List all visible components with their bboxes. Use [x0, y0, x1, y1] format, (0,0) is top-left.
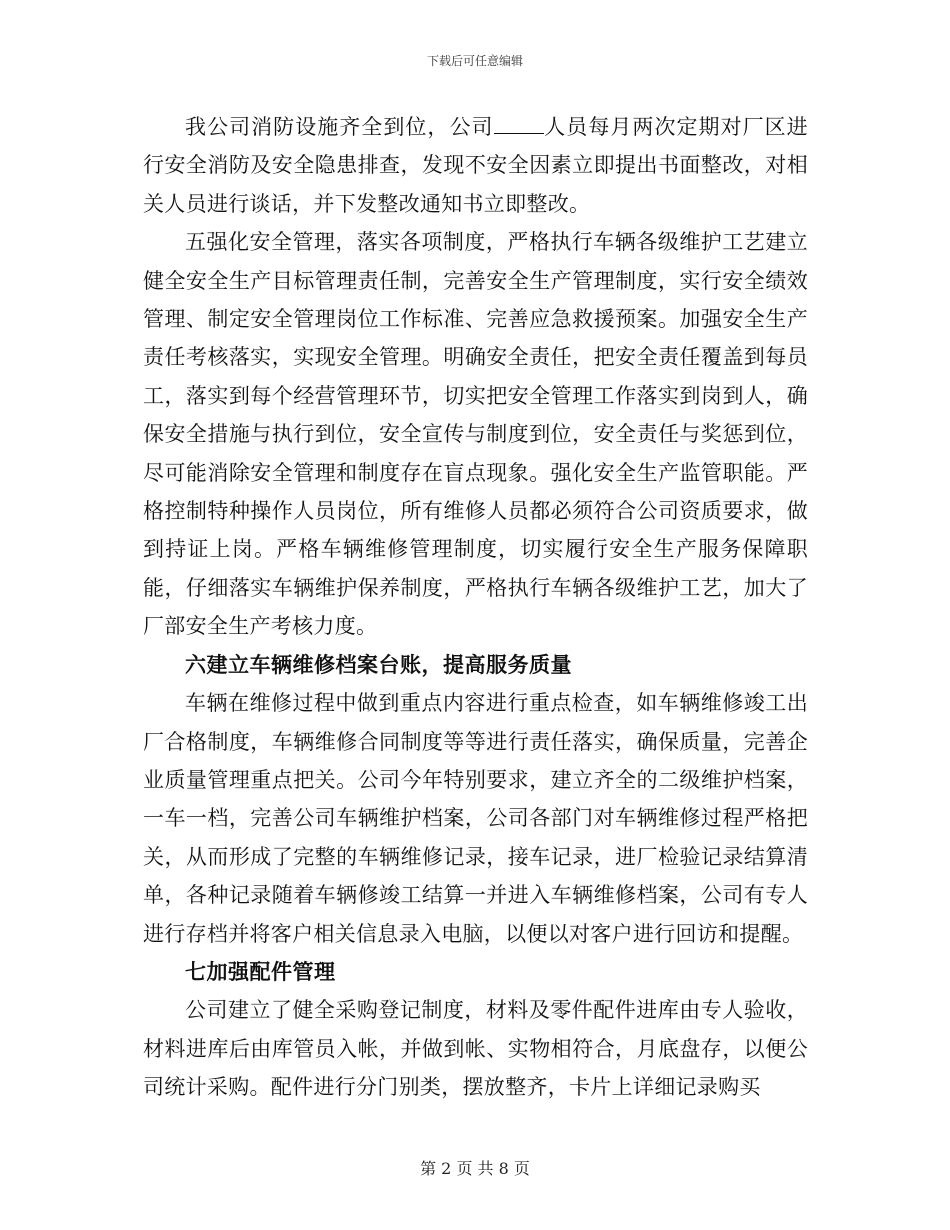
paragraph-text: 人员每月两次定期对厂区进行安全消防及安全隐患排查，发现不安全因素立即提出书面整改，对相关人员进行谈话，并下发整改通知书立即整改。	[143, 115, 808, 216]
paragraph-text: 我公司消防设施齐全到位，公司	[185, 115, 494, 139]
section-heading-six: 六建立车辆维修档案台账，提高服务质量	[185, 651, 572, 677]
section-heading-seven: 七加强配件管理	[185, 958, 336, 984]
document-body	[143, 108, 808, 1107]
paragraph-safety-management: 五强化安全管理，落实各项制度，严格执行车辆各级维护工艺建立健全安全生产目标管理责任制，完善安全生产管理制度，实行安全绩效管理、制定安全管理岗位工作标准、完善应急救援预案。加强安全生产责任考核落实，实现安全管理。明确安全责任，把安全责任覆盖到每员工，落实到每个经营管理环节，切实把安全管理工作落实到岗到人，确保安全措施与执行到位，安全宣传与制度到位，安全责任与奖惩到位，尽可能消除安全管理和制度存在盲点现象。强化安全生产监管职能。严格控制特种操作人员岗位，所有维修人员都必须符合公司资质要求，做到持证上岗。严格车辆维修管理制度，切实履行安全生产服务保障职能，仔细落实车辆维护保养制度，严格执行车辆各级维护工艺，加大了厂部安全生产考核力度。	[143, 230, 808, 639]
page-number: 第 2 页 共 8 页	[420, 1159, 530, 1178]
fill-in-blank	[494, 115, 544, 134]
paragraph-parts-management: 公司建立了健全采购登记制度，材料及零件配件进库由专人验收，材料进库后由库管员入帐，并做到帐、实物相符合，月底盘存，以便公司统计采购。配件进行分门别类，摆放整齐，卡片上详细记录购买	[143, 998, 808, 1100]
paragraph-fire-safety	[143, 108, 808, 223]
paragraph-vehicle-records: 车辆在维修过程中做到重点内容进行重点检查，如车辆维修竣工出厂合格制度，车辆维修合同制度等等进行责任落实，确保质量，完善企业质量管理重点把关。公司今年特别要求，建立齐全的二级维护档案，一车一档，完善公司车辆维护档案，公司各部门对车辆维修过程严格把关，从而形成了完整的车辆维修记录，接车记录，进厂检验记录结算清单，各种记录随着车辆修竣工结算一并进入车辆维修档案，公司有专人进行存档并将客户相关信息录入电脑，以便以对客户进行回访和提醒。	[143, 691, 808, 946]
page-header: 下载后可任意编辑	[426, 54, 523, 68]
